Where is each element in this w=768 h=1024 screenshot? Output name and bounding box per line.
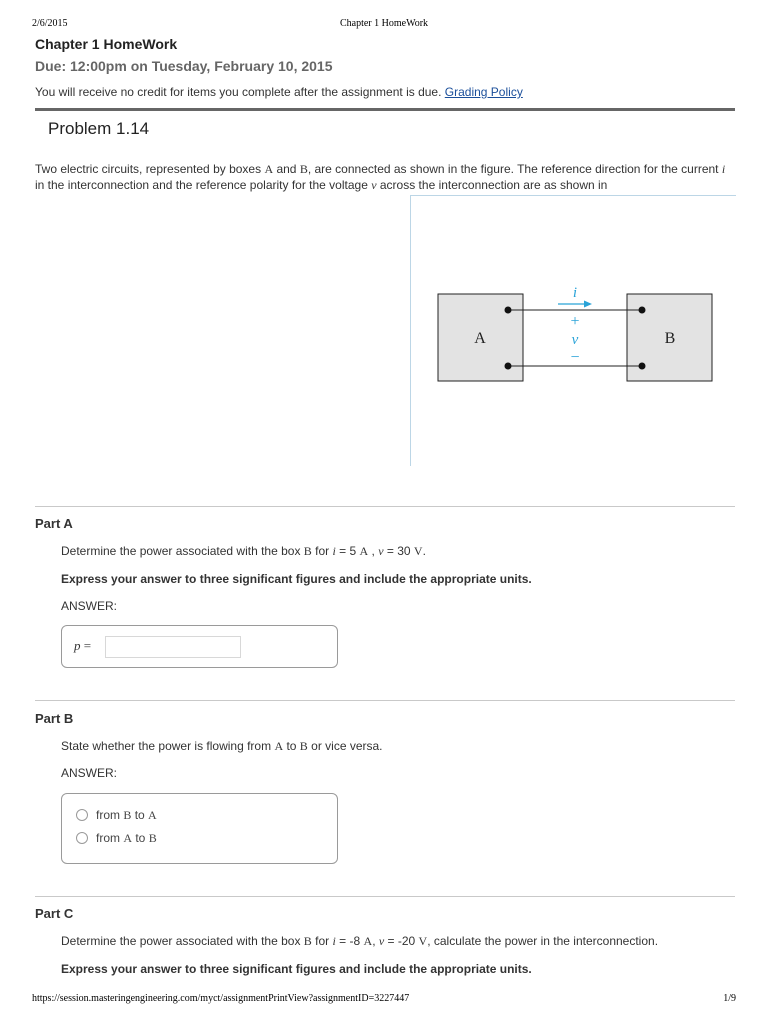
question-text-segment: = 5 bbox=[335, 544, 360, 558]
part-a-instruction: Express your answer to three significant figures and include the appropriate units. bbox=[61, 572, 532, 586]
problem-symbol-a: A bbox=[264, 162, 274, 176]
current-label: i bbox=[572, 285, 578, 301]
option-label bbox=[96, 831, 157, 846]
power-symbol: p bbox=[74, 638, 81, 653]
print-date: 2/6/2015 bbox=[32, 18, 68, 29]
question-symbol: A bbox=[274, 739, 284, 753]
box-b-label: B bbox=[664, 330, 676, 347]
question-text-segment: = -8 bbox=[335, 934, 364, 948]
question-symbol: v bbox=[378, 544, 384, 558]
question-symbol: B bbox=[303, 934, 312, 948]
part-b-title: Part B bbox=[35, 711, 74, 726]
question-text-segment: , bbox=[368, 544, 379, 558]
question-text-segment: Determine the power associated with the box bbox=[61, 934, 304, 948]
radio-button[interactable] bbox=[76, 832, 88, 844]
problem-text-segment: and bbox=[273, 162, 300, 176]
part-b-answer-label: ANSWER: bbox=[61, 766, 118, 780]
part-a-title: Part A bbox=[35, 516, 73, 531]
problem-title: Problem 1.14 bbox=[48, 119, 150, 138]
power-input-label bbox=[74, 638, 91, 654]
question-text-segment: to bbox=[283, 739, 300, 753]
plus-polarity: + bbox=[570, 313, 580, 330]
problem-text-segment: across the interconnection are as shown in bbox=[376, 178, 608, 192]
question-text-segment: , calculate the power in the interconnection. bbox=[427, 934, 659, 948]
question-text-segment: , bbox=[372, 934, 379, 948]
problem-statement bbox=[35, 161, 730, 193]
question-text-segment: for bbox=[311, 544, 333, 558]
part-b-question bbox=[61, 739, 383, 754]
terminal-a-top bbox=[505, 307, 512, 314]
problem-symbol-b: B bbox=[299, 162, 308, 176]
question-text-segment: = -20 bbox=[384, 934, 419, 948]
part-a-answer-label: ANSWER: bbox=[61, 599, 118, 613]
print-header bbox=[32, 18, 736, 30]
option-text: to bbox=[132, 831, 149, 845]
assignment-title: Chapter 1 HomeWork bbox=[35, 36, 178, 52]
assignment-note bbox=[35, 85, 523, 99]
circuit-diagram bbox=[430, 280, 720, 390]
question-symbol: B bbox=[303, 544, 312, 558]
radio-button[interactable] bbox=[76, 809, 88, 821]
problem-symbol-v: v bbox=[371, 178, 377, 192]
question-symbol: i bbox=[332, 934, 336, 948]
print-page-number: 1/9 bbox=[723, 993, 736, 1004]
current-arrow-icon bbox=[584, 301, 592, 308]
question-text-segment: State whether the power is flowing from bbox=[61, 739, 275, 753]
question-text-segment: = 30 bbox=[383, 544, 414, 558]
credit-note-text: You will receive no credit for items you complete after the assignment is due. bbox=[35, 85, 442, 99]
part-b-divider bbox=[35, 700, 735, 701]
problem-text-segment: Two electric circuits, represented by boxes bbox=[35, 162, 265, 176]
question-symbol: A bbox=[363, 934, 373, 948]
print-title: Chapter 1 HomeWork bbox=[339, 18, 429, 29]
minus-polarity: − bbox=[570, 349, 580, 366]
terminal-b-top bbox=[639, 307, 646, 314]
option-symbol: B bbox=[123, 808, 132, 822]
part-c-question bbox=[61, 934, 658, 949]
voltage-label: v bbox=[571, 332, 579, 348]
problem-text-segment: in the interconnection and the reference polarity for the voltage bbox=[35, 178, 372, 192]
option-label bbox=[96, 808, 157, 823]
grading-policy-link[interactable]: Grading Policy bbox=[444, 85, 523, 99]
question-text-segment: or vice versa. bbox=[307, 739, 383, 753]
option-symbol: B bbox=[148, 831, 157, 845]
question-symbol: V bbox=[413, 544, 423, 558]
part-c-divider bbox=[35, 896, 735, 897]
option-text: to bbox=[131, 808, 149, 822]
print-url: https://session.masteringengineering.com/myct/assignmentPrintView?assignmentID=3227447 bbox=[32, 993, 410, 1004]
print-footer bbox=[32, 993, 736, 1005]
part-c-title: Part C bbox=[35, 906, 74, 921]
question-symbol: B bbox=[299, 739, 308, 753]
terminal-a-bottom bbox=[505, 363, 512, 370]
part-a-question bbox=[61, 544, 426, 559]
problem-symbol-i: i bbox=[721, 162, 726, 176]
question-symbol: i bbox=[332, 544, 336, 558]
assignment-due-date: Due: 12:00pm on Tuesday, February 10, 2015 bbox=[35, 58, 333, 74]
header-divider bbox=[35, 108, 735, 111]
question-text-segment: . bbox=[422, 544, 426, 558]
part-c-instruction: Express your answer to three significant figures and include the appropriate units. bbox=[61, 962, 532, 976]
box-a-label: A bbox=[474, 330, 486, 347]
part-b-answer-box bbox=[61, 793, 338, 864]
part-a-divider bbox=[35, 506, 735, 507]
question-text-segment: for bbox=[311, 934, 333, 948]
question-text-segment: Determine the power associated with the box bbox=[61, 544, 304, 558]
question-symbol: V bbox=[418, 934, 428, 948]
terminal-b-bottom bbox=[639, 363, 646, 370]
question-symbol: A bbox=[359, 544, 369, 558]
question-symbol: v bbox=[378, 934, 385, 948]
option-text: from bbox=[96, 831, 124, 845]
option-text: from bbox=[96, 808, 124, 822]
power-answer-input[interactable] bbox=[105, 636, 241, 658]
option-symbol: A bbox=[123, 831, 133, 845]
part-a-answer-box bbox=[61, 625, 338, 668]
equals-sign: = bbox=[80, 638, 92, 653]
option-symbol: A bbox=[148, 808, 157, 822]
problem-text-segment: , are connected as shown in the figure. The reference direction for the current bbox=[307, 162, 722, 176]
